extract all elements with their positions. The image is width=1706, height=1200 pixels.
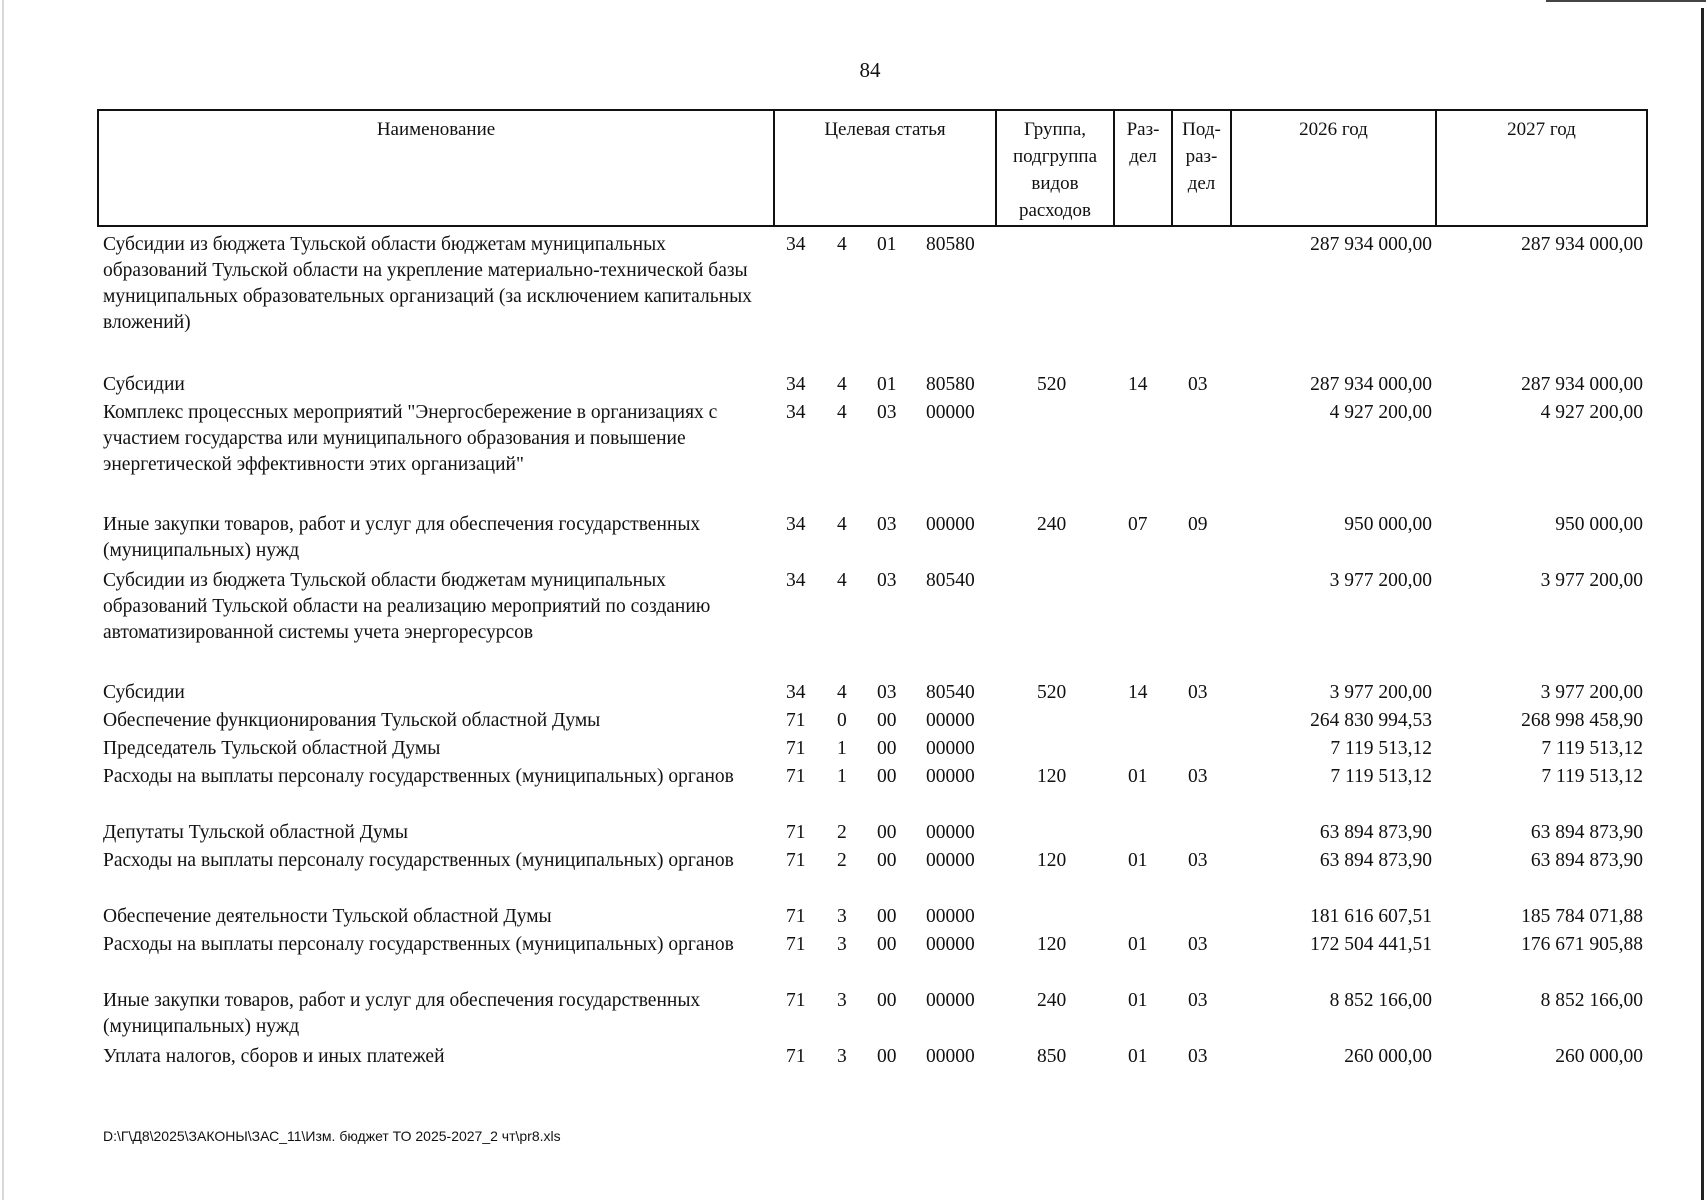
row-subsection: 09 [1188, 514, 1208, 535]
header-group-line: расходов [1019, 200, 1091, 221]
row-target-2: 4 [837, 234, 847, 255]
row-amount-2026: 7 119 513,12 [1330, 766, 1432, 787]
row-amount-2027: 268 998 458,90 [1521, 710, 1643, 731]
row-target-3: 03 [877, 514, 897, 535]
row-group: 520 [1037, 374, 1067, 395]
row-subsection: 03 [1188, 850, 1208, 871]
row-target-3: 00 [877, 822, 897, 843]
row-amount-2027: 8 852 166,00 [1540, 990, 1643, 1011]
header-year-2026: 2026 год [1231, 110, 1436, 226]
row-target-3: 00 [877, 738, 897, 759]
row-target-4: 00000 [926, 934, 975, 955]
row-name: Субсидии из бюджета Тульской области бюджетам муниципальных образований Тульской области на реализацию мероприятий по созданию автоматизированной системы учета энергоресурсов [103, 570, 711, 643]
row-amount-2026: 264 830 994,53 [1310, 710, 1432, 731]
row-target-4: 00000 [926, 402, 975, 423]
row-target-2: 0 [837, 710, 847, 731]
row-target-3: 01 [877, 234, 897, 255]
row-target-2: 4 [837, 402, 847, 423]
row-amount-2026: 287 934 000,00 [1310, 374, 1432, 395]
row-name: Уплата налогов, сборов и иных платежей [103, 1046, 445, 1067]
row-section: 01 [1128, 766, 1148, 787]
header-target-article: Целевая статья [774, 110, 996, 226]
row-target-4: 00000 [926, 710, 975, 731]
row-name: Субсидии из бюджета Тульской области бюджетам муниципальных образований Тульской области на укрепление материально-технической базы муниципальных образовательных организаций (за исключением капитальных вложений) [103, 234, 752, 333]
row-target-1: 71 [786, 822, 806, 843]
row-target-4: 80540 [926, 682, 975, 703]
row-target-4: 00000 [926, 1046, 975, 1067]
row-subsection: 03 [1188, 374, 1208, 395]
row-target-1: 34 [786, 570, 806, 591]
row-target-3: 00 [877, 850, 897, 871]
header-year-2027: 2027 год [1436, 110, 1647, 226]
row-group: 850 [1037, 1046, 1067, 1067]
row-name: Субсидии [103, 374, 185, 395]
row-name: Комплекс процессных мероприятий "Энергосбережение в организациях с участием государства или муниципального образования и повышение энергетической эффективности этих организаций" [103, 402, 718, 475]
row-section: 07 [1128, 514, 1148, 535]
row-amount-2026: 63 894 873,90 [1319, 850, 1432, 871]
row-amount-2026: 172 504 441,51 [1310, 934, 1432, 955]
row-target-3: 00 [877, 1046, 897, 1067]
row-amount-2027: 7 119 513,12 [1541, 766, 1643, 787]
row-target-3: 00 [877, 990, 897, 1011]
row-amount-2027: 176 671 905,88 [1521, 934, 1643, 955]
row-target-2: 1 [837, 766, 847, 787]
row-group: 240 [1037, 990, 1067, 1011]
row-subsection: 03 [1188, 1046, 1208, 1067]
row-target-4: 00000 [926, 906, 975, 927]
row-target-2: 4 [837, 570, 847, 591]
row-section: 01 [1128, 1046, 1148, 1067]
header-group-line: подгруппа [1012, 146, 1098, 167]
header-group-line: видов [1031, 173, 1079, 194]
row-target-4: 80580 [926, 374, 975, 395]
page-number: 84 [859, 58, 881, 82]
row-target-4: 00000 [926, 990, 975, 1011]
row-subsection: 03 [1188, 766, 1208, 787]
row-amount-2027: 287 934 000,00 [1521, 374, 1643, 395]
row-target-1: 71 [786, 990, 806, 1011]
row-group: 240 [1037, 514, 1067, 535]
row-target-4: 80540 [926, 570, 975, 591]
header-subsection-line: раз- [1185, 146, 1218, 167]
row-target-2: 4 [837, 374, 847, 395]
row-name: Депутаты Тульской областной Думы [103, 822, 408, 843]
row-target-4: 00000 [926, 738, 975, 759]
row-target-1: 34 [786, 682, 806, 703]
row-target-1: 34 [786, 374, 806, 395]
row-amount-2026: 8 852 166,00 [1329, 990, 1432, 1011]
row-amount-2027: 7 119 513,12 [1541, 738, 1643, 759]
row-group: 120 [1037, 850, 1067, 871]
row-amount-2027: 185 784 071,88 [1521, 906, 1643, 927]
row-target-3: 00 [877, 906, 897, 927]
row-group: 120 [1037, 766, 1067, 787]
row-target-1: 71 [786, 934, 806, 955]
row-amount-2027: 3 977 200,00 [1540, 682, 1643, 703]
row-target-3: 00 [877, 710, 897, 731]
row-target-2: 4 [837, 514, 847, 535]
row-group: 520 [1037, 682, 1067, 703]
row-target-1: 34 [786, 234, 806, 255]
row-name: Иные закупки товаров, работ и услуг для обеспечения государственных (муниципальных) нужд [103, 990, 701, 1037]
row-amount-2027: 260 000,00 [1555, 1046, 1643, 1067]
row-amount-2027: 63 894 873,90 [1530, 850, 1643, 871]
row-group: 120 [1037, 934, 1067, 955]
header-section-line: дел [1129, 146, 1157, 167]
row-target-4: 00000 [926, 850, 975, 871]
row-target-2: 2 [837, 850, 847, 871]
row-amount-2027: 287 934 000,00 [1521, 234, 1643, 255]
row-subsection: 03 [1188, 682, 1208, 703]
row-amount-2026: 3 977 200,00 [1329, 682, 1432, 703]
row-section: 01 [1128, 934, 1148, 955]
row-target-1: 71 [786, 1046, 806, 1067]
row-target-2: 3 [837, 934, 847, 955]
row-amount-2026: 287 934 000,00 [1310, 234, 1432, 255]
row-amount-2027: 3 977 200,00 [1540, 570, 1643, 591]
row-amount-2026: 3 977 200,00 [1329, 570, 1432, 591]
row-amount-2027: 950 000,00 [1555, 514, 1643, 535]
row-amount-2026: 7 119 513,12 [1330, 738, 1432, 759]
row-amount-2026: 63 894 873,90 [1319, 822, 1432, 843]
row-amount-2027: 63 894 873,90 [1530, 822, 1643, 843]
row-section: 14 [1128, 682, 1148, 703]
row-section: 01 [1128, 990, 1148, 1011]
row-target-3: 00 [877, 766, 897, 787]
row-name: Обеспечение деятельности Тульской областной Думы [103, 906, 552, 927]
footer-file-path: D:\Г\Д8\2025\ЗАКОНЫ\ЗАС_11\Изм. бюджет ТО 2025-2027_2 чт\pr8.xls [103, 1128, 561, 1144]
row-name: Расходы на выплаты персоналу государственных (муниципальных) органов [103, 766, 734, 787]
row-target-1: 71 [786, 850, 806, 871]
row-amount-2027: 4 927 200,00 [1540, 402, 1643, 423]
row-target-2: 3 [837, 906, 847, 927]
row-target-2: 3 [837, 1046, 847, 1067]
row-target-4: 00000 [926, 822, 975, 843]
row-target-1: 34 [786, 514, 806, 535]
row-target-3: 03 [877, 402, 897, 423]
row-name: Председатель Тульской областной Думы [103, 738, 441, 759]
row-target-3: 03 [877, 570, 897, 591]
row-target-3: 01 [877, 374, 897, 395]
row-target-1: 71 [786, 766, 806, 787]
row-section: 01 [1128, 850, 1148, 871]
row-subsection: 03 [1188, 990, 1208, 1011]
row-amount-2026: 260 000,00 [1344, 1046, 1432, 1067]
row-name: Иные закупки товаров, работ и услуг для обеспечения государственных (муниципальных) нужд [103, 514, 701, 561]
header-subsection-line: Под- [1182, 119, 1221, 140]
header-name: Наименование [98, 110, 774, 226]
row-section: 14 [1128, 374, 1148, 395]
row-target-1: 34 [786, 402, 806, 423]
row-target-4: 00000 [926, 766, 975, 787]
row-target-4: 80580 [926, 234, 975, 255]
row-name: Субсидии [103, 682, 185, 703]
row-target-2: 2 [837, 822, 847, 843]
row-subsection: 03 [1188, 934, 1208, 955]
header-group-line: Группа, [1023, 119, 1087, 140]
row-amount-2026: 4 927 200,00 [1329, 402, 1432, 423]
row-target-3: 00 [877, 934, 897, 955]
row-target-1: 71 [786, 710, 806, 731]
row-target-3: 03 [877, 682, 897, 703]
row-name: Расходы на выплаты персоналу государственных (муниципальных) органов [103, 850, 734, 871]
row-amount-2026: 950 000,00 [1344, 514, 1432, 535]
row-target-1: 71 [786, 738, 806, 759]
header-section-line: Раз- [1126, 119, 1160, 140]
row-target-2: 1 [837, 738, 847, 759]
row-target-2: 4 [837, 682, 847, 703]
row-name: Обеспечение функционирования Тульской областной Думы [103, 710, 601, 731]
row-target-2: 3 [837, 990, 847, 1011]
row-target-1: 71 [786, 906, 806, 927]
header-subsection-line: дел [1187, 173, 1216, 194]
row-amount-2026: 181 616 607,51 [1310, 906, 1432, 927]
row-name: Расходы на выплаты персоналу государственных (муниципальных) органов [103, 934, 734, 955]
row-target-4: 00000 [926, 514, 975, 535]
